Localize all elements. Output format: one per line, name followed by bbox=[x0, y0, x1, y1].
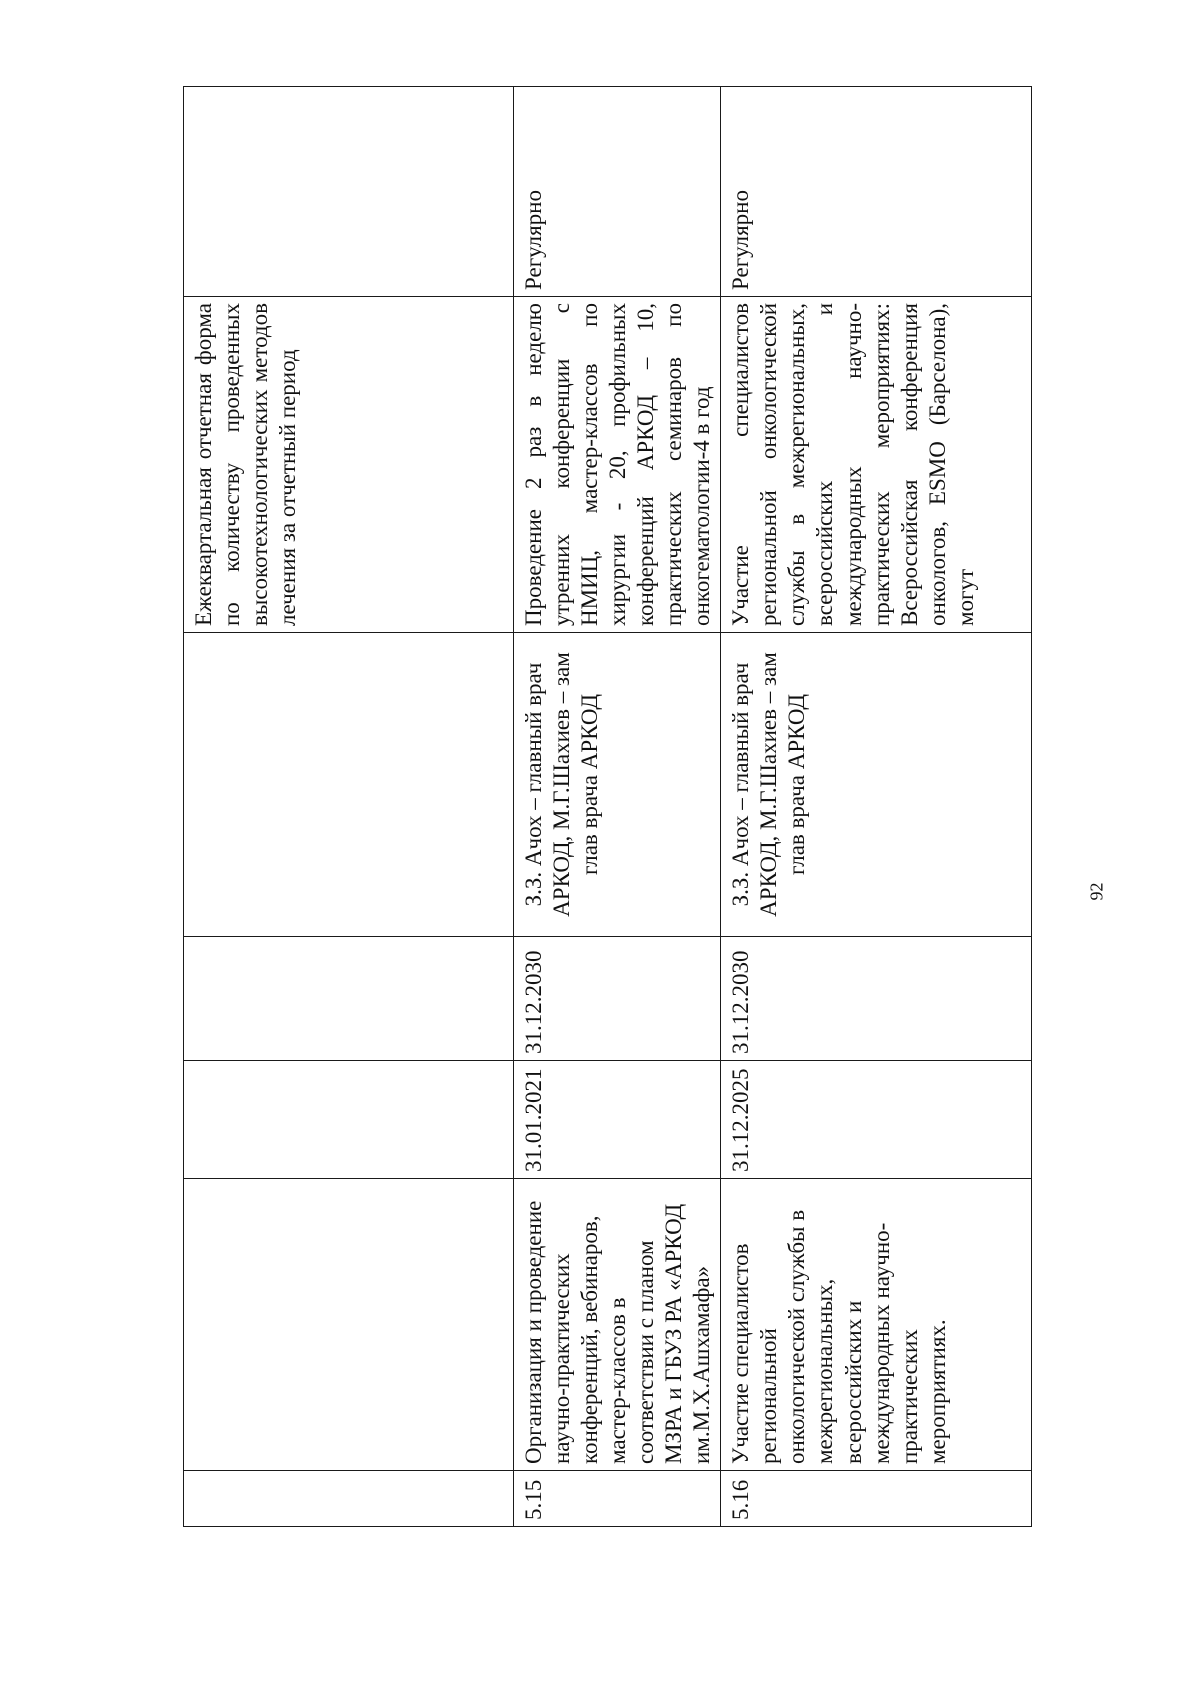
start-date-cell: 31.01.2021 bbox=[514, 1061, 721, 1179]
page-number bbox=[1085, 876, 1109, 906]
event-cell bbox=[184, 1179, 514, 1471]
event-cell: Участие специалистов региональной онкологической службы в межрегиональных, всероссийских и международных научно-практических мероприятиях. bbox=[721, 1179, 1032, 1471]
row-number-cell: 5.15 bbox=[514, 1471, 721, 1527]
rotated-table-frame bbox=[183, 87, 1020, 1527]
action-plan-table bbox=[183, 86, 1032, 1527]
frequency-cell: Регулярно bbox=[514, 87, 721, 297]
rotated-table-container bbox=[183, 87, 1020, 1527]
table-row bbox=[514, 87, 721, 1527]
table-row bbox=[184, 87, 514, 1527]
row-number-cell bbox=[184, 1471, 514, 1527]
page-number-text: 92 bbox=[1086, 882, 1107, 900]
frequency-cell bbox=[184, 87, 514, 297]
end-date-cell: 31.12.2030 bbox=[721, 937, 1032, 1061]
event-cell: Организация и проведение научно-практических конференций, вебинаров, мастер-классов в соответствии с планом МЗРА и ГБУЗ РА «АРКОД им.М.Х.Ашхамафа» bbox=[514, 1179, 721, 1471]
table-row bbox=[721, 87, 1032, 1527]
result-cell: Проведение 2 раз в неделю утренних конференции с НМИЦ, мастер-классов по хирургии - 20, профильных конференций АРКОД – 10, практических семинаров по онкогематологии-4 в год bbox=[514, 297, 721, 633]
responsible-cell bbox=[184, 633, 514, 937]
start-date-cell bbox=[184, 1061, 514, 1179]
row-number-cell: 5.16 bbox=[721, 1471, 1032, 1527]
frequency-cell: Регулярно bbox=[721, 87, 1032, 297]
responsible-cell: З.З. Ачох – главный врач АРКОД, М.Г.Шахиев – зам глав врача АРКОД bbox=[514, 633, 721, 937]
result-cell: Участие специалистов региональной онкологической службы в межрегиональных, всероссийских и международных научно-практических мероприятиях: Всероссийская конференция онкологов, ESMO (Барселона), могут bbox=[721, 297, 1032, 633]
result-cell: Ежеквартальная отчетная форма по количеству проведенных высокотехнологических методов лечения за отчетный период bbox=[184, 297, 514, 633]
responsible-cell: З.З. Ачох – главный врач АРКОД, М.Г.Шахиев – зам глав врача АРКОД bbox=[721, 633, 1032, 937]
end-date-cell bbox=[184, 937, 514, 1061]
start-date-cell: 31.12.2025 bbox=[721, 1061, 1032, 1179]
end-date-cell: 31.12.2030 bbox=[514, 937, 721, 1061]
